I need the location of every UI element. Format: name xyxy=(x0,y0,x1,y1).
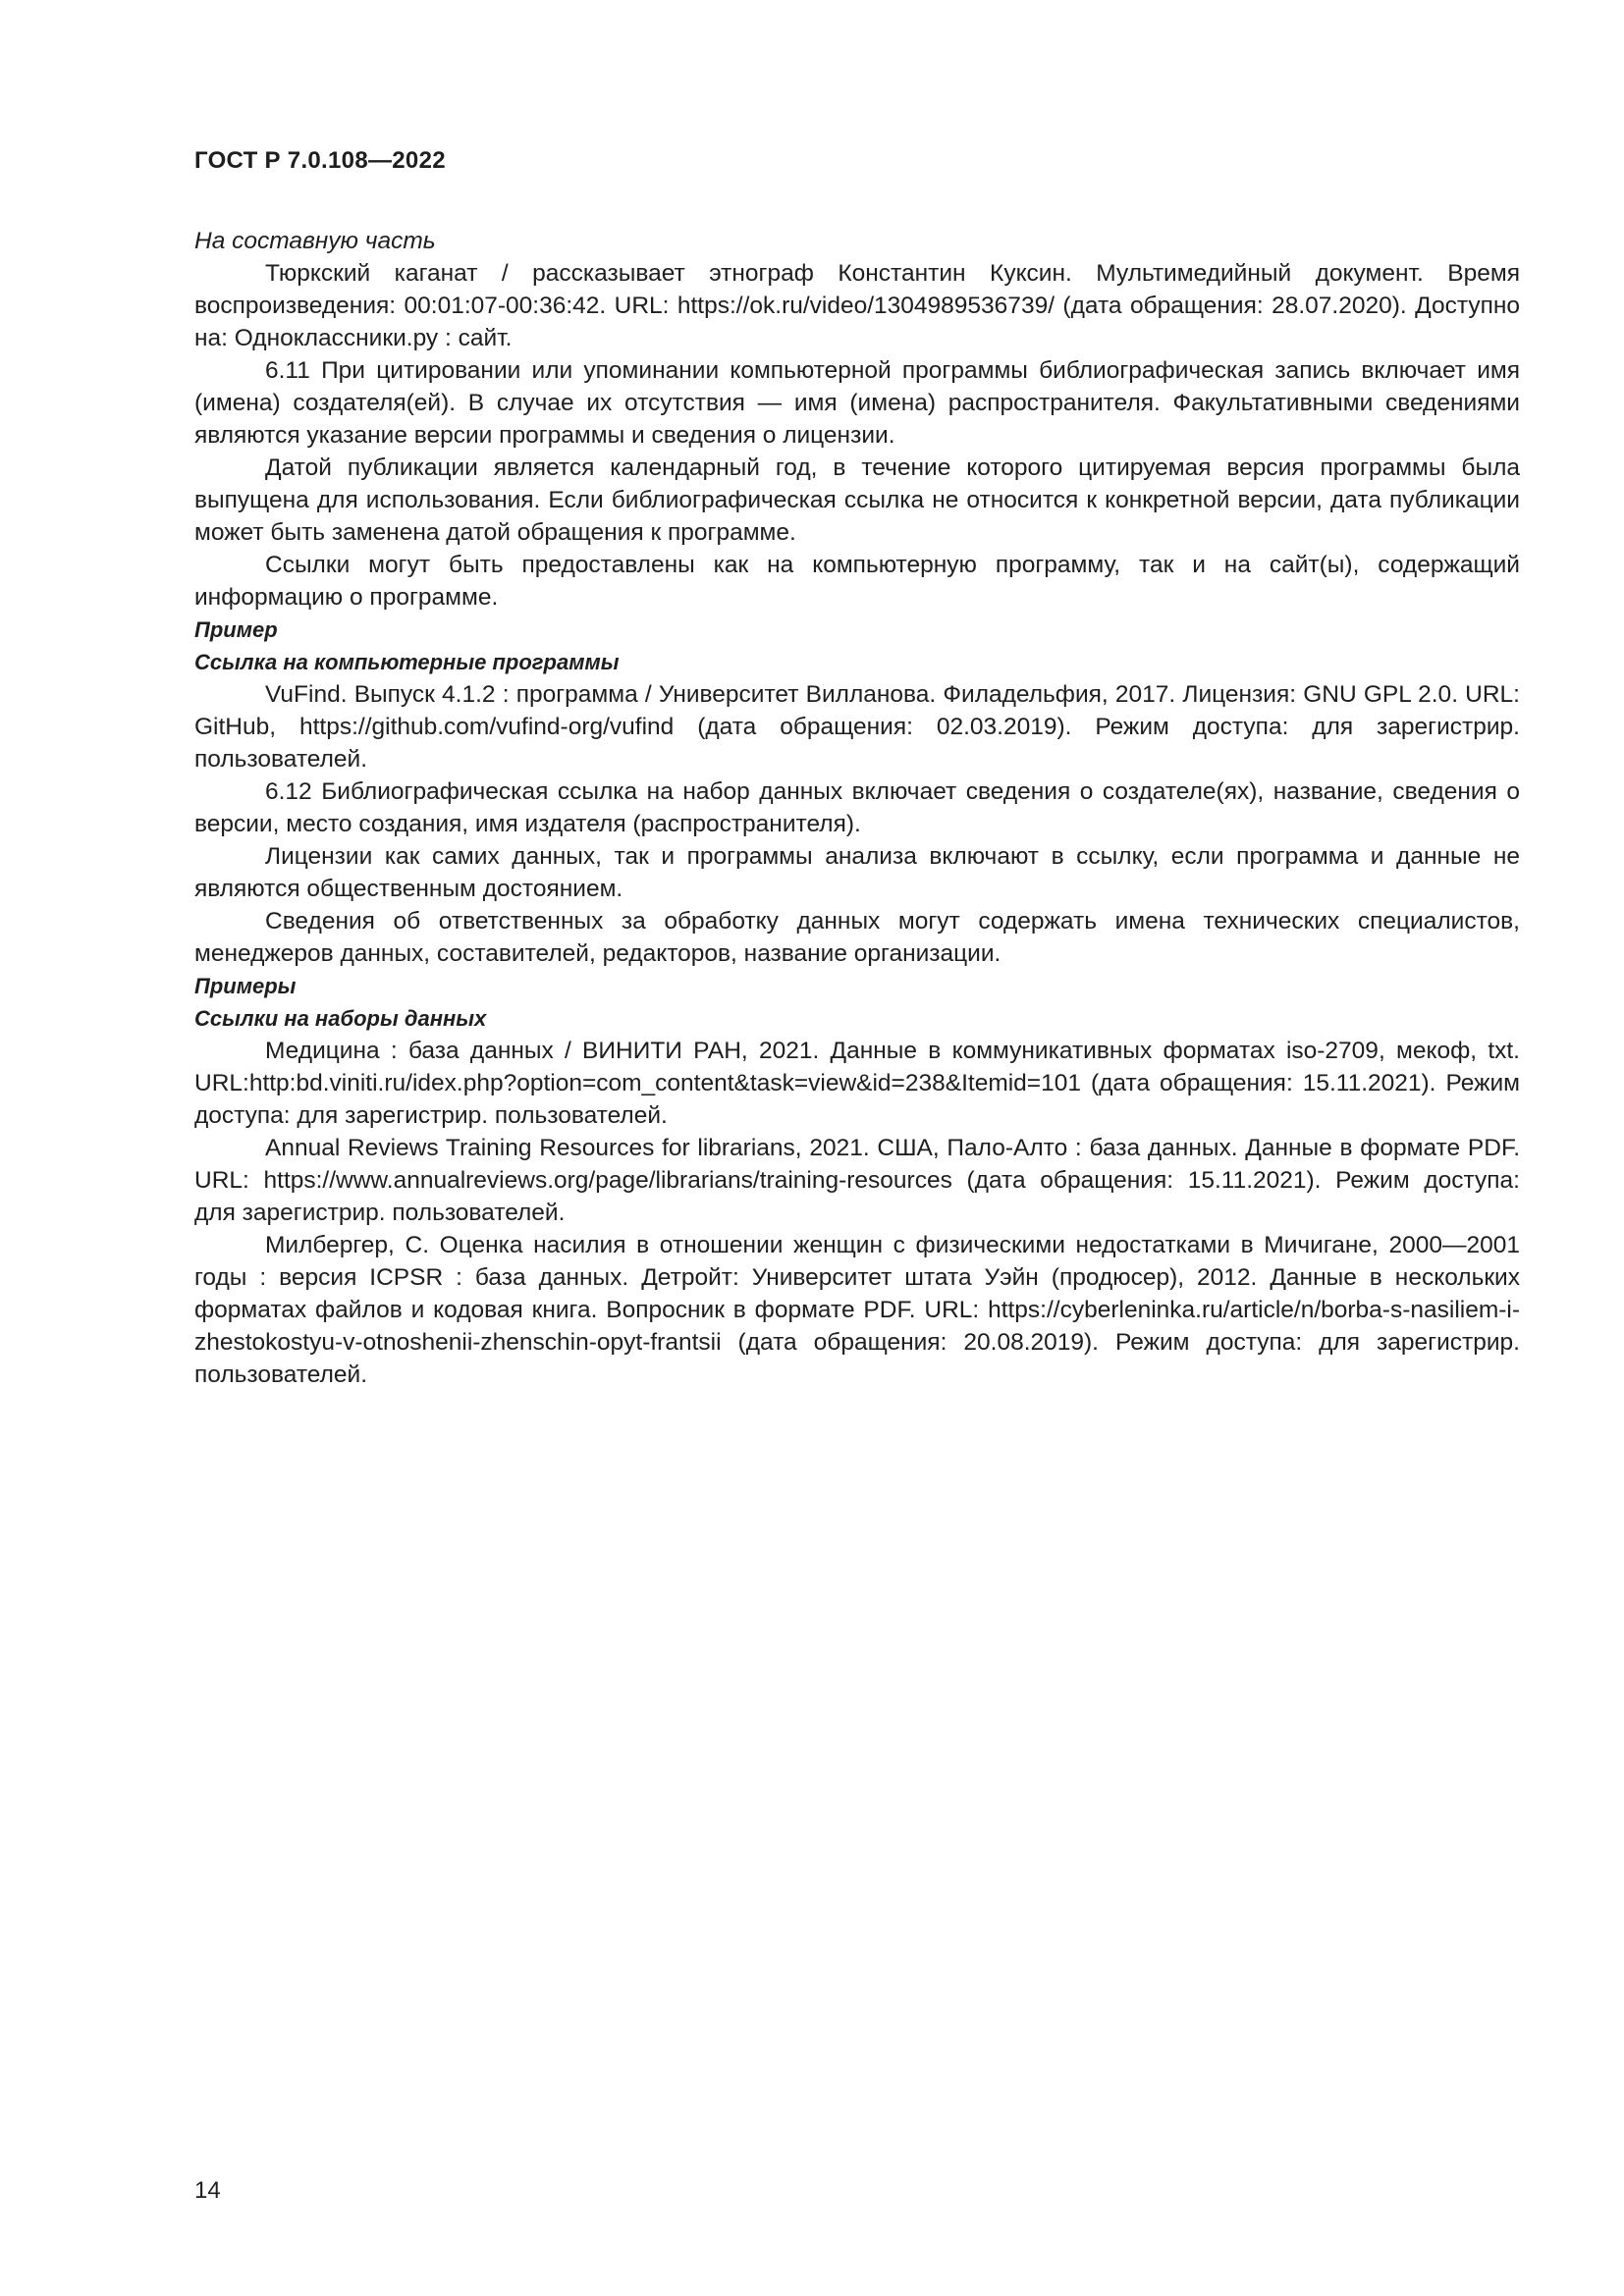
example-heading-datasets: Ссылки на наборы данных xyxy=(194,1006,487,1031)
page-number: 14 xyxy=(194,2177,221,2204)
paragraph-licenses: Лицензии как самих данных, так и программы анализа включают в ссылку, если программа и данные не являются общественным достоянием. xyxy=(194,843,1520,902)
example-annual-reviews: Annual Reviews Training Resources for librarians, 2021. США, Пало-Алто : база данных. Данные в формате PDF. URL: https://www.annualreviews.org/page/librarians/training-resources (дата обращения: 15.11.2021). Режим доступа: для зарегистрир. пользователей. xyxy=(194,1135,1520,1226)
paragraph-6-12: 6.12 Библиографическая ссылка на набор данных включает сведения о создателе(ях), название, сведения о версии, место создания, имя издателя (распространителя). xyxy=(194,778,1520,837)
example-vufind: VuFind. Выпуск 4.1.2 : программа / Университет Вилланова. Филадельфия, 2017. Лицензия: GNU GPL 2.0. URL: GitHub, https://github.com/vufind-org/vufind (дата обращения: 02.03.2019). Режим доступа: для зарегистрир. пользователей. xyxy=(194,681,1520,773)
document-header: ГОСТ Р 7.0.108—2022 xyxy=(194,147,446,174)
example-paragraph-turkic: Тюркский каганат / рассказывает этнограф Константин Куксин. Мультимедийный документ. Время воспроизведения: 00:01:07-00:36:42. URL: https://ok.ru/video/1304989536739/ (дата обращения: 28.07.2020). Доступно на: Одноклассники.ру : сайт. xyxy=(194,260,1520,351)
example-heading-software: Ссылка на компьютерные программы xyxy=(194,650,620,674)
paragraph-responsible: Сведения об ответственных за обработку данных могут содержать имена технических специалистов, менеджеров данных, составителей, редакторов, название организации. xyxy=(194,908,1520,967)
example-milberger: Милбергер, С. Оценка насилия в отношении женщин с физическими недостатками в Мичигане, 2000—2001 годы : версия ICPSR : база данных. Детройт: Университет штата Уэйн (продюсер), 2012. Данные в нескольких форматах файлов и кодовая книга. Вопросник в формате PDF. URL: https://cyberleninka.ru/article/n/borba-s-nasiliem-i-zhestokostyu-v-otnoshenii-zhenschin-opyt-frantsii (дата обращения: 20.08.2019). Режим доступа: для зарегистрир. пользователей. xyxy=(194,1232,1520,1388)
paragraph-publication-date: Датой публикации является календарный год, в течение которого цитируемая версия программы была выпущена для использования. Если библиографическая ссылка не относится к конкретной версии, дата публикации может быть заменена датой обращения к программе. xyxy=(194,454,1520,546)
example-medicine-database: Медицина : база данных / ВИНИТИ РАН, 2021. Данные в коммуникативных форматах iso-2709, мекоф, txt. URL:http:bd.viniti.ru/idex.php?option=com_content&task=view&id=238&Itemid=101 (дата обращения: 15.11.2021). Режим доступа: для зарегистрир. пользователей. xyxy=(194,1038,1520,1129)
subheading-component-part: На составную часть xyxy=(194,228,436,254)
paragraph-6-11: 6.11 При цитировании или упоминании компьютерной программы библиографическая запись включает имя (имена) создателя(ей). В случае их отсутствия — имя (имена) распространителя. Факультативными сведениями являются указание версии программы и сведения о лицензии. xyxy=(194,357,1520,449)
example-label: Пример xyxy=(194,617,278,642)
paragraph-links-software: Ссылки могут быть предоставлены как на компьютерную программу, так и на сайт(ы), содержащий информацию о программе. xyxy=(194,552,1520,611)
page-body xyxy=(194,225,1520,1391)
examples-label: Примеры xyxy=(194,974,297,998)
